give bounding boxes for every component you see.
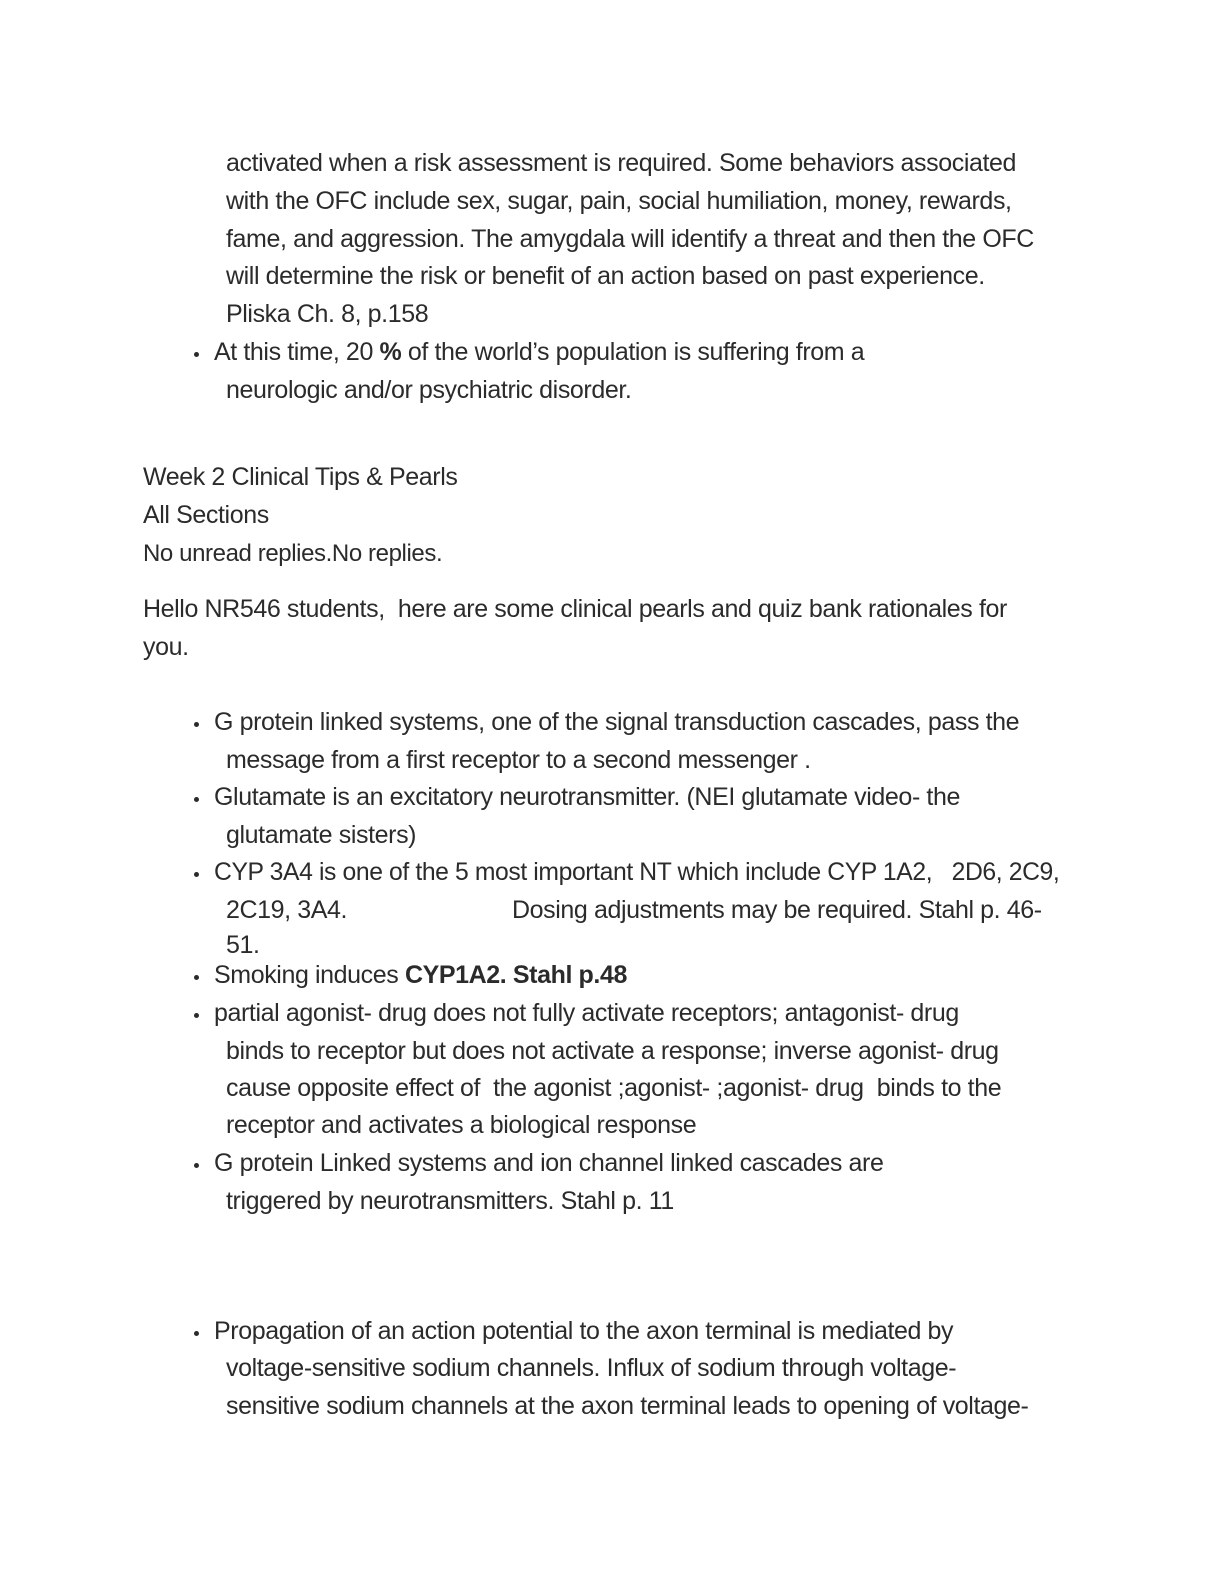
list-item-text: 51.	[226, 931, 260, 959]
list-item-text: of the world’s population is suffering from a	[401, 338, 865, 366]
list-item-text: cause opposite effect of the agonist ;agonist- ;agonist- drug binds to the	[226, 1074, 1002, 1102]
cyp-reference: CYP1A2. Stahl p.48	[404, 961, 627, 989]
list-item-text: binds to receptor but does not activate a response; inverse agonist- drug	[226, 1037, 999, 1065]
list-item-text: sensitive sodium channels at the axon terminal leads to opening of voltage-	[226, 1392, 1029, 1420]
bullet-icon	[194, 872, 199, 877]
bullet-icon	[194, 352, 199, 357]
bullet-icon	[194, 975, 199, 980]
list-item-text: glutamate sisters)	[226, 821, 417, 849]
intro-text: Hello NR546 students, here are some clinical pearls and quiz bank rationales for	[143, 595, 1007, 623]
list-item-text: 2C19, 3A4.	[226, 896, 348, 924]
list-item: G protein Linked systems and ion channel linked cascades are	[214, 1149, 884, 1177]
list-item-text: Smoking induces	[214, 961, 405, 989]
bullet-icon	[194, 797, 199, 802]
list-item	[214, 960, 627, 990]
list-item	[214, 337, 864, 367]
continuation-line: with the OFC include sex, sugar, pain, social humiliation, money, rewards,	[226, 187, 1012, 215]
continuation-line: activated when a risk assessment is required. Some behaviors associated	[226, 149, 1017, 177]
list-item-text: voltage-sensitive sodium channels. Influx of sodium through voltage-	[226, 1354, 957, 1382]
continuation-line: fame, and aggression. The amygdala will identify a threat and then the OFC	[226, 225, 1034, 253]
list-item-text: At this time, 20	[214, 338, 380, 366]
bullet-icon	[194, 1331, 199, 1336]
post-title: Week 2 Clinical Tips & Pearls	[143, 463, 458, 491]
list-item-text: triggered by neurotransmitters. Stahl p. 11	[226, 1187, 674, 1215]
list-item-text: message from a first receptor to a second messenger .	[226, 746, 811, 774]
bullet-icon	[194, 1013, 199, 1018]
intro-text: you.	[143, 633, 189, 661]
continuation-line: will determine the risk or benefit of an action based on past experience.	[226, 262, 985, 290]
list-item: CYP 3A4 is one of the 5 most important NT which include CYP 1A2, 2D6, 2C9,	[214, 858, 1060, 886]
list-item-text: receptor and activates a biological response	[226, 1111, 697, 1139]
replies-status: No unread replies.No replies.	[143, 540, 443, 567]
list-item: Propagation of an action potential to the axon terminal is mediated by	[214, 1317, 954, 1345]
continuation-line: Pliska Ch. 8, p.158	[226, 300, 429, 328]
list-item-text: Dosing adjustments may be required. Stahl p. 46-	[512, 896, 1042, 924]
post-section: All Sections	[143, 501, 269, 529]
list-item-text: neurologic and/or psychiatric disorder.	[226, 376, 632, 404]
bullet-icon	[194, 1163, 199, 1168]
list-item: Glutamate is an excitatory neurotransmitter. (NEI glutamate video- the	[214, 783, 960, 811]
bullet-icon	[194, 722, 199, 727]
percent-sign: %	[379, 338, 402, 366]
list-item: G protein linked systems, one of the signal transduction cascades, pass the	[214, 708, 1020, 736]
list-item: partial agonist- drug does not fully activate receptors; antagonist- drug	[214, 999, 959, 1027]
